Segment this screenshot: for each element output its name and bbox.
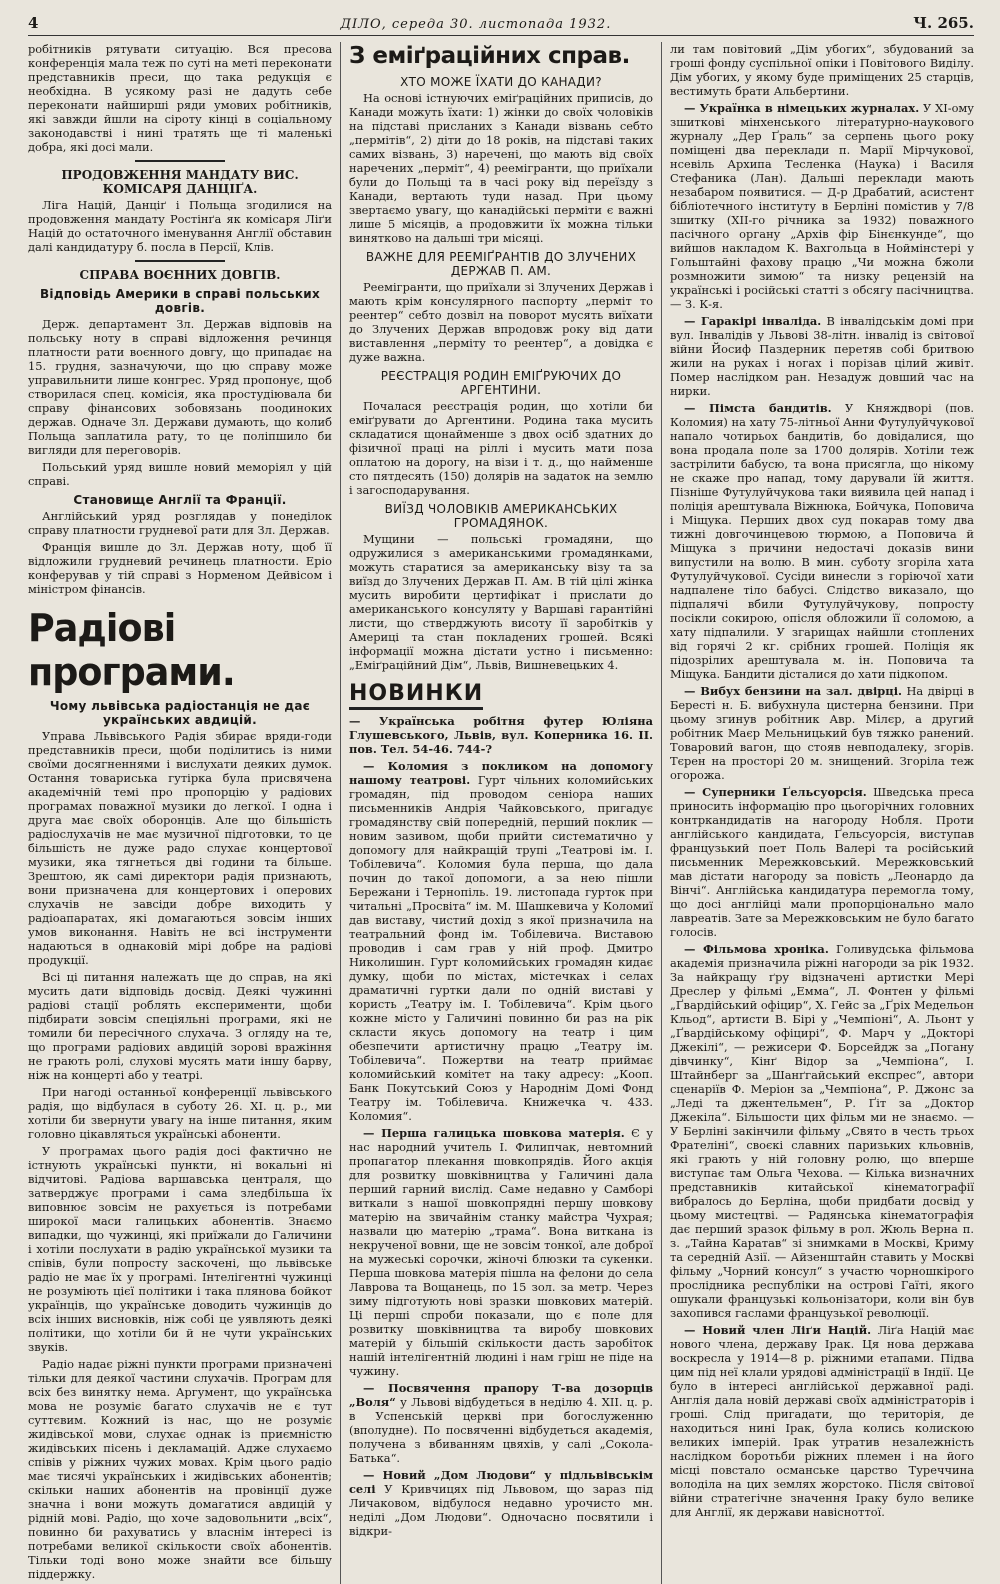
canada-title: ХТО МОЖЕ ЇХАТИ ДО КАНАДИ? [400, 75, 602, 89]
issue-number: Ч. 265. [913, 14, 974, 32]
reemigrants-title: ВАЖНЕ ДЛЯ РЕЕМІҐРАНТІВ ДО ЗЛУЧЕНИХ ДЕРЖАВ П. АМ. [365, 250, 637, 278]
article-continuation: робітників рятувати ситуацію. Вся пресова конференція мала теж по суті на меті переконати представників преси, що така редукція є необхідна. В усякому разі не дадуть себе переконати найширші ряди умових робітників, які завжди йшли на сіроту кінці в соціальному законодавстві і нині тратять ще ті маленькі добра, які досі мали. [28, 42, 332, 154]
radio-subtitle: Чому львівська радіостанція не дає українських авдицій. [49, 699, 311, 727]
canada-text: На основі істнуючих еміґраційних приписів, до Канади можуть їхати: 1) жінки до своїх чоловіків на підставі присланих з Канади візвань себто „пермітів“, 2) діти до 18 років, на підставі таких самих візвань, 3) наречені, що мають від своїх наречених „перміт“, 4) реемігранти, що приїхали були до Польщі та в часі року від переїзду з Канади, вертають туди назад. При цьому звертаємо увагу, що канадійські перміти є важні лише 5 місяців, а продовжити їх можна тільки винятково на дальші три місяці. [349, 91, 653, 245]
reemigrants-text: Реемігранти, що приїхали зі Злучених Держав і мають крім консулярного паспорту „перміт то реентер“ себто дозвіл на поворот мусять виїхати до Злучених Держав впродовж року від дати виставлення „перміту то реентер“, а довідка є дуже важна. [349, 280, 653, 364]
news-item-head: — Посвячення прапору Т-ва дозорців „Воля“ [349, 1381, 653, 1409]
mandate-title: ПРОДОВЖЕННЯ МАНДАТУ ВИС. КОМІСАРЯ ДАНЦІҐА. [61, 168, 299, 196]
news-item-text: Голивудська фільмова академія призначила ріжні нагороди за рік 1932. За найкращу ґру відзначені артистки Мері Дреслер у фільмі „Емма“, Л. Фонтен у фільмі „Ґвардійський офіцир“, Х. Гейс за „Ґріх Медельон Кльод“, артисти В. Бірі у „Чемпіоні“, А. Льонт у „Ґвардійському офіцирі“, Ф. Марч у „Докторі Джекілі“, — режисери Ф. Борсейдж за „Погану дівчинку“, Кінґ Відор за „Чемпіона“, І. Штайнберг за „Шанґгайський експрес“, автори сценаріїв Ф. Меріон за „Чемпіона“, Р. Джонс за „Леді та джентельмен“, Р. Ґіт за „Доктор Джекіла“. Більшости цих фільм ми не знаємо. — У Берліні закінчили фільму „Свято в честь трьох Фрателіні“, своєкі славних паризьких кльовнів, які грають у ній головну ролю, що вперше виступає там Ольга Чехова. — Кілька визначних представників китайської кінематографії вибралось до Берліна, щоби придбати досвід у цьому мистецтві. — Радянська кінематографія дає перший зразок фільму в рол. Жюль Верна п. з. „Тайна Каратав“ зі знимками в Москві, Криму та середній Азії. — Айзенштайн ставить у Москві фільму „Чорний консул“ з участю чорношкірого прослідника республіки на острові Гаїті, якого ошукали французькі кольонізатори, коли він був захопився гаслами французької революції. [670, 942, 974, 1320]
news-item-text: У Кривчицях під Львовом, що зараз під Личаковом, відбулося недавно урочисто мн. неділі „Дом Людови“. Одночасно посвятили і відкри- [349, 1482, 653, 1538]
radio-paragraph: Управа Львівського Радія збирає вряди-годи представників преси, щоби поділитись із ними своїми досягненнями і вислухати деяких думок. Остання товариська гутірка була присвячена академічній темі про пропорцію у радіових програмах поважної музики до легкої. І одна і друга має своїх оборонців. Але що більшість радіослухачів не має музичної підготовки, то це більшість не дуже радо слухає концертової музики, яка тягнеться дві години та більше. Зрештою, як самі директори радія признають, вони призначена для концертових і оперових слухачів не завсіди добре виходить у радіоапаратах, які домагаються зовсім інших умов виконання. Навіть не всі інструменти надаються в однаковій мірі добре на радіові продукції. [28, 729, 332, 967]
news-item-head: — Фільмова хроніка. [684, 942, 829, 956]
columns [28, 42, 976, 1581]
news-item-text: Є у нас народний учитель І. Филипчак, невтомний пропагатор плекання шовкопрядів. Його акція для розвитку шовківництва у Галичині дала перший гарний вислід. Саме недавно у Самборі виткали з нашої шовкопрядні першу шовкову матерію на звичайнім станку майстра Чухрая; назвали цю матерію „трама“. Вона виткана із некрученої вовни, ще не зовсім тонкої, але доброї на мужеські сорочки, жіночі блюзки та сукенки. Перша шовкова матерія пішла на фелони до села Лаврова та Вощанець, по 15 зол. за метр. Через зиму підготують нові зразки шовкових матерій. Ці перші спроби показали, що є поле для розвитку шовківництва та виробу шовкових матерій у більшій скількости дасть заробіток нашій інтелігентній людині і нам гріш не піде на чужину. [349, 1126, 654, 1378]
emigration-headline: З еміґраційних справ. [349, 43, 630, 69]
husbands-text: Мущини — польські громадяни, що одружилися з американськими громадянками, можуть старатися за американську візу та за виїзд до Злучених Держав П. Ам. В тій цілі жінка мусить виробити цертифікат і прислати до американського консуляту у Варшаві гарантійні листи, що стверджують висоту її заробітків у Америці та стан покладених грошей. Всякі інформації можна дістати устно і письменно: „Еміґраційний Дім“, Львів, Вишневецьких 4. [349, 532, 653, 672]
radio-paragraph: При нагоді останньої конференції львівського радія, що відбулася в суботу 26. XI. ц. р., ми хотіли би звернути увагу на інше питання, яким головно цікавляться українські абоненти. [28, 1085, 332, 1141]
masthead [28, 14, 974, 36]
england-text: Англійський уряд розглядав у понеділок справу платности грудневої рати для Зл. Держав. [28, 509, 332, 537]
england-subtitle: Становище Англії та Франції. [73, 493, 287, 507]
masthead-title: ДІЛО, середа 30. листопада 1932. [340, 17, 612, 32]
news-item-text: Ліґа Націй має нового члена, державу Ірак. Ця нова держава воскресла у 1914—8 р. ріжними етапами. Підва цим під неї клали урядові адміністрації в Індії. Це було в інтересі англійської державної раді. Англія дала новій державі своїх адміністраторів і гроші. Слід пригадати, що територія, де находиться нині Ірак, була колись колискою великих імперій. Ірак утратив незалежність наслідком боротьби ріжних племен і на його місці повстало османське царство Туреччина володіла на цих землях жорстоко. Після світової війни стратегічне значення Іраку було велике для Англії, як держави навісноттої. [670, 1323, 975, 1519]
news-item-head: — Гаракірі інваліда. [684, 314, 822, 328]
news-item-head: — Коломия з покликом на допомогу нашому театрові. [349, 759, 653, 787]
news-continuation: ли там повітовий „Дім убогих“, збудований за гроші фонду суспільної опіки і Повітового Виділу. Дім убогих, у якому буде приміщених 25 старців, вестимуть брати Альбертини. [670, 42, 974, 98]
france-text: Франція вишле до Зл. Держав ноту, щоб її відложили грудневий речинець платности. Еріо конферував у тій справі з Норменом Дейвісом і міністром фінансів. [28, 540, 332, 596]
radio-paragraph: Радіо надає ріжні пункти програми призначені тільки для деякої частини слухачів. Програм для всіх без винятку нема. Аргумент, що українська мова не розуміє багато слухачів не є тут суттєвим. Кожний із нас, що не розуміє жидівської мови, слухає однак із приємністю жидівських пісень і декламацій. Адже слухаємо співів у ріжних чужих мовах. Крім цього радіо має тисячі українських і жидівських абонентів; скільки наших абонентів на провінції дуже значна і вони можуть домагатися авдицій у рідній мові. Радіо, що хоче задовольнити „всіх“, повинно би рахуватись у власнім інтересі із потребами великої скількости своїх абонентів. Тільки тоді воно може знайти все більшу піддержку. [28, 1357, 332, 1581]
page-number: 4 [28, 14, 39, 32]
debts-subtitle: Відповідь Америки в справі польських довгів. [39, 287, 321, 315]
husbands-title: ВИЇЗД ЧОЛОВІКІВ АМЕРИКАНСЬКИХ ГРОМАДЯНОК. [384, 502, 618, 530]
news-item-head: — Суперники Ґельсуорсія. [684, 785, 867, 799]
news-item-text: Гурт чільних коломийських громадян, під проводом сеніора наших письменників Андрія Чайковського, пригадує громадянству свій попередній, перший поклик — новим зазивом, щоби прийти систематично у допомогу для найкращій трупі „Театрові ім. І. Тобілевича“. Коломия була перша, що дала почин до такої допомоги, а за нею пішли Бережани і Тернопіль. 19. листопада гурток при читальні „Просвіта“ ім. М. Шашкевича у Коломиї дав виставу, чистий дохід з якої призначила на театральний фонд ім. Тобілевича. Виставою проводив і сам грав у ній проф. Дмитро Николишин. Гурт коломийських громадян кидає думку, щоби по містах, містечках і селах драматичні гуртки дали по одній виставі у користь „Театру ім. І. Тобілевича“. Крім цього кожне місто у Галичині повинно би раз на рік скласти якусь допомогу на театр і цим обезпечити артистичну працю „Театру ім. Тобілевича“. Пожертви на театр приймає коломийський комітет на таку адресу: „Кооп. Банк Покутський Союз у Народнім Домі Фонд Театру ім. Тобілевича. Книжечка ч. 433. Коломия“. [349, 773, 653, 1123]
news-item-text: В інвалідськім домі при вул. Інвалідів у Львові 38-літн. інвалід із світової війни Йосиф Паздерник перетяв собі бритвою жили на руках і ногах і порізав цілий живіт. Помер наслідком ран. Незадуж довший час на нирки. [670, 314, 974, 398]
news-section-headline: НОВИНКИ [349, 681, 483, 710]
divider [135, 160, 225, 162]
news-item-head: — Вибух бензини на зал. двірці. [684, 684, 902, 698]
column-3 [670, 42, 974, 1584]
news-item-head: — Новий член Ліґи Націй. [684, 1323, 872, 1337]
mandate-text: Ліга Націй, Данціґ і Польща згодилися на продовження мандату Ростінґа як комісаря Ліґи Націй до остаточного іменування Англії обставин далі кандидатуру б. посла в Персії, Клів. [28, 198, 332, 254]
news-item-head: — Українка в німецьких журналах. [684, 101, 920, 115]
column-2 [349, 42, 653, 1584]
argentina-title: РЕЄСТРАЦІЯ РОДИН ЕМІҐРУЮЧИХ ДО АРГЕНТИНИ. [380, 369, 622, 397]
news-item-text: у Львові відбудеться в неділю 4. XII. ц. р. в Успенській церкві при богослуженню (вполудне). По посвяченні відбудеться академія, получена з вбиванням цвяхів, у салі „Сокола-Батька“. [349, 1395, 653, 1465]
divider [135, 260, 225, 262]
argentina-text: Почалася реєстрація родин, що хотіли би еміґрувати до Аргентини. Родина така мусить складатися щонайменше з двох осіб здатних до фізичної праці на ріллі і мусить мати поза оплатою на дорогу, на візи і т. д., що найменше сто пятдесять (150) долярів на задаток на землю і загосподарування. [349, 399, 653, 497]
news-item-text: Шведська преса приносить інформацію про цьогорічних головних контркандидатів на нагороду Нобля. Проти англійського кандидата, Ґельсуорсія, виступав французький поет Поль Валері та російський письменник Мережковський. Мережковський мав дістати нагороду за повість „Леонардо да Вінчі“. Англійська кандидатура перемогла тому, що досі англійці мали пропорціонально мало лавреатів. Зате за Мережковським не було багато голосів. [670, 785, 974, 939]
news-item-text: На двірці в Бересті н. Б. вибухнула цистерна бензини. При цьому згинув робітник Авр. Мілєр, а другий робітник Маєр Мельницький був тяжко ранений. Товаровий вагон, що стояв невподалеку, згорів. Тєрен на просторі 20 м. знищений. Згоріла теж огорожа. [670, 684, 974, 782]
radio-paragraph: У програмах цього радія досі фактично не істнують українські пункти, ні вокальні ні відчитові. Радіова варшавська централя, що затверджує програми і сама зледбільша їх виповнює зовсім не рахується із потребами широкої маси галицьких абонентів. Знаємо випадки, що чужинці, які приїжали до Галичини і хотіли послухати в радію української музики та співів, були попросту заскочені, що львівське радіо не має їх у програмі. Інтелігентні чужинці не розуміють цієї політики і така плянова бойкот українців, що українське доводить чужинців до всіх інших висновків, ніж собі це уявляють деякі політики, що хотіли би й не чути українських звуків. [28, 1144, 332, 1354]
column-1 [28, 42, 332, 1584]
news-item: — Українська робітня футер Юліяна Глушевського, Львів, вул. Коперника 16. II. пов. Тел. 54-46. 744-? [349, 714, 653, 756]
news-item-head: — Новий „Дом Людови“ у підльвівськім селі [349, 1468, 653, 1496]
debts-text: Держ. департамент Зл. Держав відповів на польську ноту в справі відложення речинця платности рати воєнного довгу, що припадає на 15. грудня, зазначуючи, що цю справу може управильнити лише конгрес. Уряд пропонує, щоб створилася спец. комісія, яка простудіювала би справу фінансових зобовязань поодиноких держав. Одначе Зл. Держави думають, що колиб Польща заплатила рату, то це поліпшило би вигляди для переговорів. [28, 317, 332, 457]
radio-headline: Радіові програми. [28, 606, 235, 694]
debts-text-2: Польський уряд вишле новий меморіял у цій справі. [28, 460, 332, 488]
debts-title: СПРАВА ВОЄННИХ ДОВГІВ. [79, 268, 281, 282]
radio-paragraph: Всі ці питання належать ще до справ, на які мусить дати відповідь досвід. Деякі чужинні радіові стації роблять експерименти, щоби підбирати зовсім спеціяльні програми, які не томили би пересічного слухача. З огляду на те, що програми радіових авдицій зорові вражіння не грають ролі, слухові мусять мати іншу барву, ніж на концерті або у театрі. [28, 970, 332, 1082]
news-item-text: У Княждворі (пов. Коломия) на хату 75-літньої Анни Футулуйчукової напало чотирьох бандитів, бо довідалися, що вона продала поле за 1700 долярів. Хотіли теж застрілити бабусю, та вона присягла, що нікому не скаже про напад, тому дарували їй життя. Пізніше Футулуйчукова таки виявила цей напад і поліція арештувала Віжнюка, Бойчука, Поповича і Міщука. Перших двох суд покарав тому два тижні довгочинцевою тюрмою, а Поповича й Міщука з причини недостачі доказів вини випустили на волю. В мин. суботу згоріла хата Футулуйчукової. Сусіди винесли з горіючої хати надпалене тіло бабусі. Слідство виказало, що підпалячі вбили Футулуйчукову, попросту посікли сокирою, опісля обложили її соломою, а хату підпалили. У згарищах найшли стоплених від горячі 2 кг. срібних грошей. Поліція як підозрілих арештувала м. ін. Поповича та Міщука. Бандити дісталися до хати підкопом. [670, 401, 974, 681]
news-item-head: — Перша галицька шовкова матерія. [363, 1126, 625, 1140]
news-item-text: У XI-ому зшиткові мінхенського літературно-наукового журналу „Дер Ґраль“ за серпень цього року поміщені два переклади п. Марії Мірчукової, нсевіль Архипа Тесленка (Наука) і Василя Стефаника (Лан). Дальші переклади мають незабаром появитися. — Д-р Драбатий, асистент бібліотечного інституту в Берліні помістив у 7/8 зшитку (XII-го річника за 1932) поважного пасічного органу „Архів фір Бінєнкунде“, що вийшов накладом К. Вахгольца в Ноймінстері у Гольштайні фахову працю „Чи можна бжоли розмножити зимою“ та низку рецензій на українські і російські статті з обсягу пасічництва. — З. К-я. [670, 101, 974, 311]
news-item-head: — Пімста бандитів. [684, 401, 832, 415]
